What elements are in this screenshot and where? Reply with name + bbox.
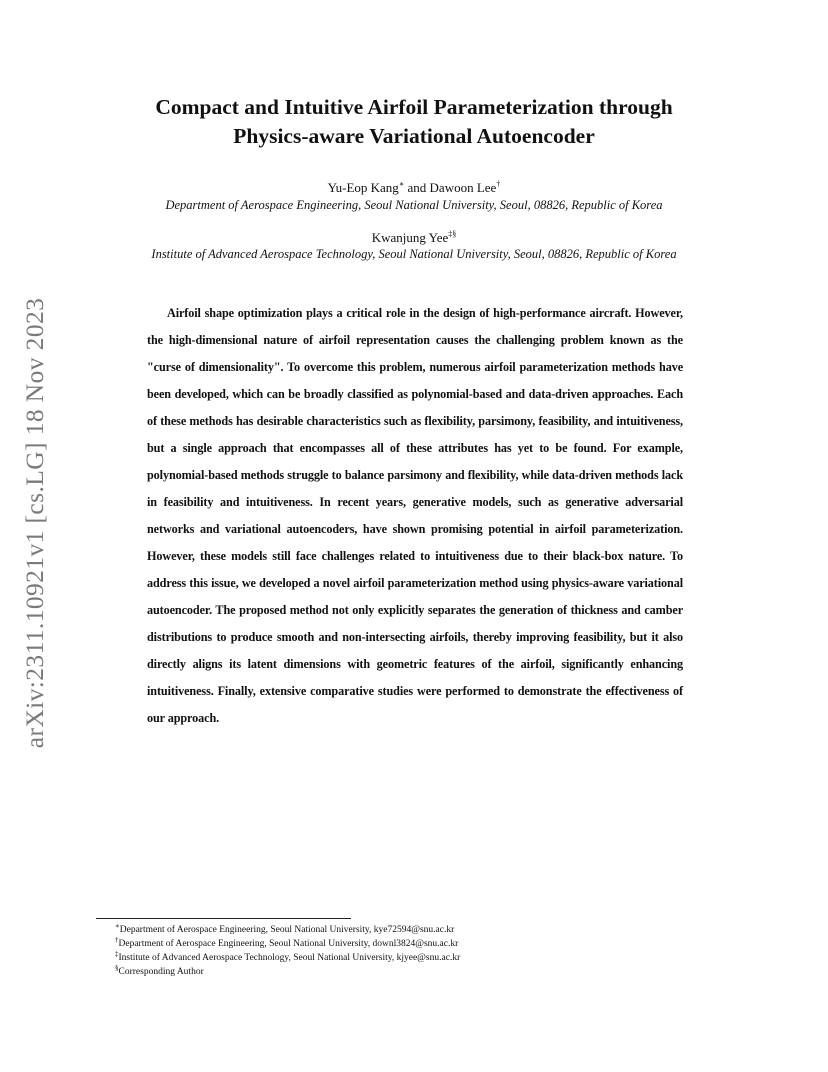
footnote-mark: §	[115, 963, 119, 972]
author-joiner: and	[407, 180, 427, 195]
paper-title	[110, 93, 718, 151]
footnote	[115, 965, 715, 979]
author-line-2	[110, 230, 718, 246]
author-name: Dawoon Lee	[429, 180, 497, 195]
abstract-paragraph: Airfoil shape optimization plays a critical role in the design of high-performance aircraft. However, the high-dimensional nature of airfoil representation causes the challenging problem known as the "curse of dimensionality". To overcome this problem, numerous airfoil parameterization methods have been developed, which can be broadly classified as polynomial-based and data-driven approaches. Each of these methods has desirable characteristics such as flexibility, parsimony, feasibility, and intuitiveness, but a single approach that encompasses all of these attributes has yet to be found. For example, polynomial-based methods struggle to balance parsimony and flexibility, while data-driven methods lack in feasibility and intuitiveness. In recent years, generative models, such as generative adversarial networks and variational autoencoders, have shown promising potential in airfoil parameterization. However, these models still face challenges related to intuitiveness due to their black-box nature. To address this issue, we developed a novel airfoil parameterization method using physics-aware variational autoencoder. The proposed method not only explicitly separates the generation of thickness and camber distributions to produce smooth and non-intersecting airfoils, thereby improving feasibility, but it also directly aligns its latent dimensions with geometric features of the airfoil, significantly enhancing intuitiveness. Finally, extensive comparative studies were performed to demonstrate the effectiveness of our approach.	[147, 306, 683, 725]
footnote	[115, 923, 715, 937]
author-footnote-mark: ∗	[398, 179, 405, 189]
footnote-mark: †	[115, 935, 119, 944]
footnote-text: Department of Aerospace Engineering, Seoul National University, kye72594@snu.ac.kr	[119, 925, 455, 935]
footnote-text: Institute of Advanced Aerospace Technology, Seoul National University, kjyee@snu.ac.kr	[118, 953, 461, 963]
paper-title-line-2: Physics-aware Variational Autoencoder	[233, 124, 595, 148]
footnote	[115, 951, 715, 965]
author-affiliation-1: Department of Aerospace Engineering, Seoul National University, Seoul, 08826, Republic of Korea	[165, 198, 663, 212]
paper-title-line-1: Compact and Intuitive Airfoil Parameterization through	[155, 95, 673, 119]
footnote-text: Department of Aerospace Engineering, Seoul National University, downl3824@snu.ac.kr	[118, 939, 459, 949]
footnote-mark: ‡	[115, 949, 119, 958]
author-line-1	[110, 180, 718, 196]
author-footnote-mark: ‡§	[448, 229, 457, 239]
author-footnote-mark: †	[496, 179, 501, 189]
footnotes	[115, 923, 715, 979]
footnote-divider	[96, 918, 351, 919]
arxiv-identifier-stamp	[18, 286, 52, 760]
author-affiliation-2: Institute of Advanced Aerospace Technology, Seoul National University, Seoul, 08826, Republic of Korea	[151, 247, 677, 261]
footnote-mark: ∗	[115, 921, 120, 930]
footnote	[115, 937, 715, 951]
arxiv-identifier-text: arXiv:2311.10921v1 [cs.LG] 18 Nov 2023	[20, 297, 49, 749]
footnote-text: Corresponding Author	[118, 967, 204, 977]
author-name: Yu-Eop Kang	[327, 180, 399, 195]
author-name: Kwanjung Yee	[371, 230, 449, 245]
